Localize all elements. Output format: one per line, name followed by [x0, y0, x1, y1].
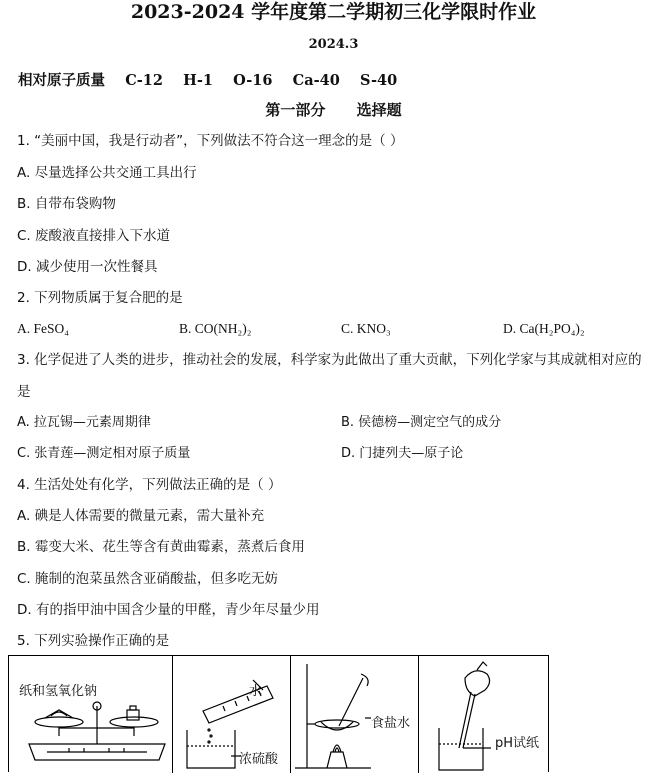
evaporating-dish-icon [291, 656, 419, 773]
question-1-option-c: C. 废酸液直接排入下水道 [17, 228, 171, 244]
question-4-option-c: C. 腌制的泡菜虽然含亚硝酸盐，但多吃无妨 [17, 571, 279, 587]
question-1-option-a: A. 尽量选择公共交通工具出行 [17, 165, 197, 181]
question-2-stem: 2. 下列物质属于复合肥的是 [17, 290, 183, 306]
figure-d-label: pH试纸 [495, 736, 540, 751]
question-5-stem: 5. 下列实验操作正确的是 [17, 633, 170, 649]
section-heading: 第一部分 选择题 [265, 101, 402, 119]
ph-paper-icon [419, 656, 550, 773]
question-2-option-b: B. CO(NH₂)₂ [179, 321, 252, 336]
question-3-option-b: B. 侯德榜—测定空气的成分 [341, 415, 502, 430]
figure-c-evaporation [291, 656, 419, 773]
figure-b-dilution [173, 656, 291, 773]
question-3-option-a: A. 拉瓦锡—元素周期律 [17, 415, 151, 430]
figure-a-label: 纸和氢氧化钠 [19, 684, 98, 699]
figure-a-balance [9, 656, 173, 773]
question-1-option-b: B. 自带布袋购物 [17, 196, 116, 212]
question-4-stem: 4. 生活处处有化学，下列做法正确的是（ ） [17, 477, 282, 493]
question-3-stem-line1: 3. 化学促进了人类的进步，推动社会的发展，科学家为此做出了重大贡献，下列化学家与其成就相对应的 [17, 352, 642, 368]
question-4-option-a: A. 碘是人体需要的微量元素，需大量补充 [17, 508, 265, 524]
figure-b-water-label: 水 [249, 684, 263, 699]
question-2-option-c: C. KNO₃ [341, 321, 391, 336]
question-2-option-d: D. Ca(H₂PO₄)₂ [503, 321, 585, 336]
balance-icon [9, 656, 173, 773]
experiment-figure-table [8, 655, 549, 772]
question-4-option-b: B. 霉变大米、花生等含有黄曲霉素，蒸煮后食用 [17, 539, 305, 555]
page-title: 2023-2024 学年度第二学期初三化学限时作业 [130, 1, 537, 23]
question-3-option-d: D. 门捷列夫—原子论 [341, 446, 464, 461]
exam-date: 2024.3 [308, 37, 359, 52]
question-1-stem: 1. “美丽中国，我是行动者”，下列做法不符合这一理念的是（ ） [17, 133, 404, 149]
question-1-option-d: D. 减少使用一次性餐具 [17, 259, 158, 275]
figure-d-ph-test [419, 656, 550, 773]
figure-c-label: 食盐水 [371, 716, 411, 731]
question-3-option-c: C. 张青莲—测定相对原子质量 [17, 446, 191, 461]
figure-b-acid-label: 浓硫酸 [239, 752, 279, 767]
question-4-option-d: D. 有的指甲油中国含少量的甲醛，青少年尽量少用 [17, 602, 320, 618]
atomic-masses: 相对原子质量 C-12 H-1 O-16 Ca-40 S-40 [18, 72, 398, 89]
question-3-stem-line2: 是 [17, 384, 31, 400]
beaker-pour-icon [173, 656, 291, 773]
question-2-option-a: A. FeSO₄ [17, 321, 69, 336]
